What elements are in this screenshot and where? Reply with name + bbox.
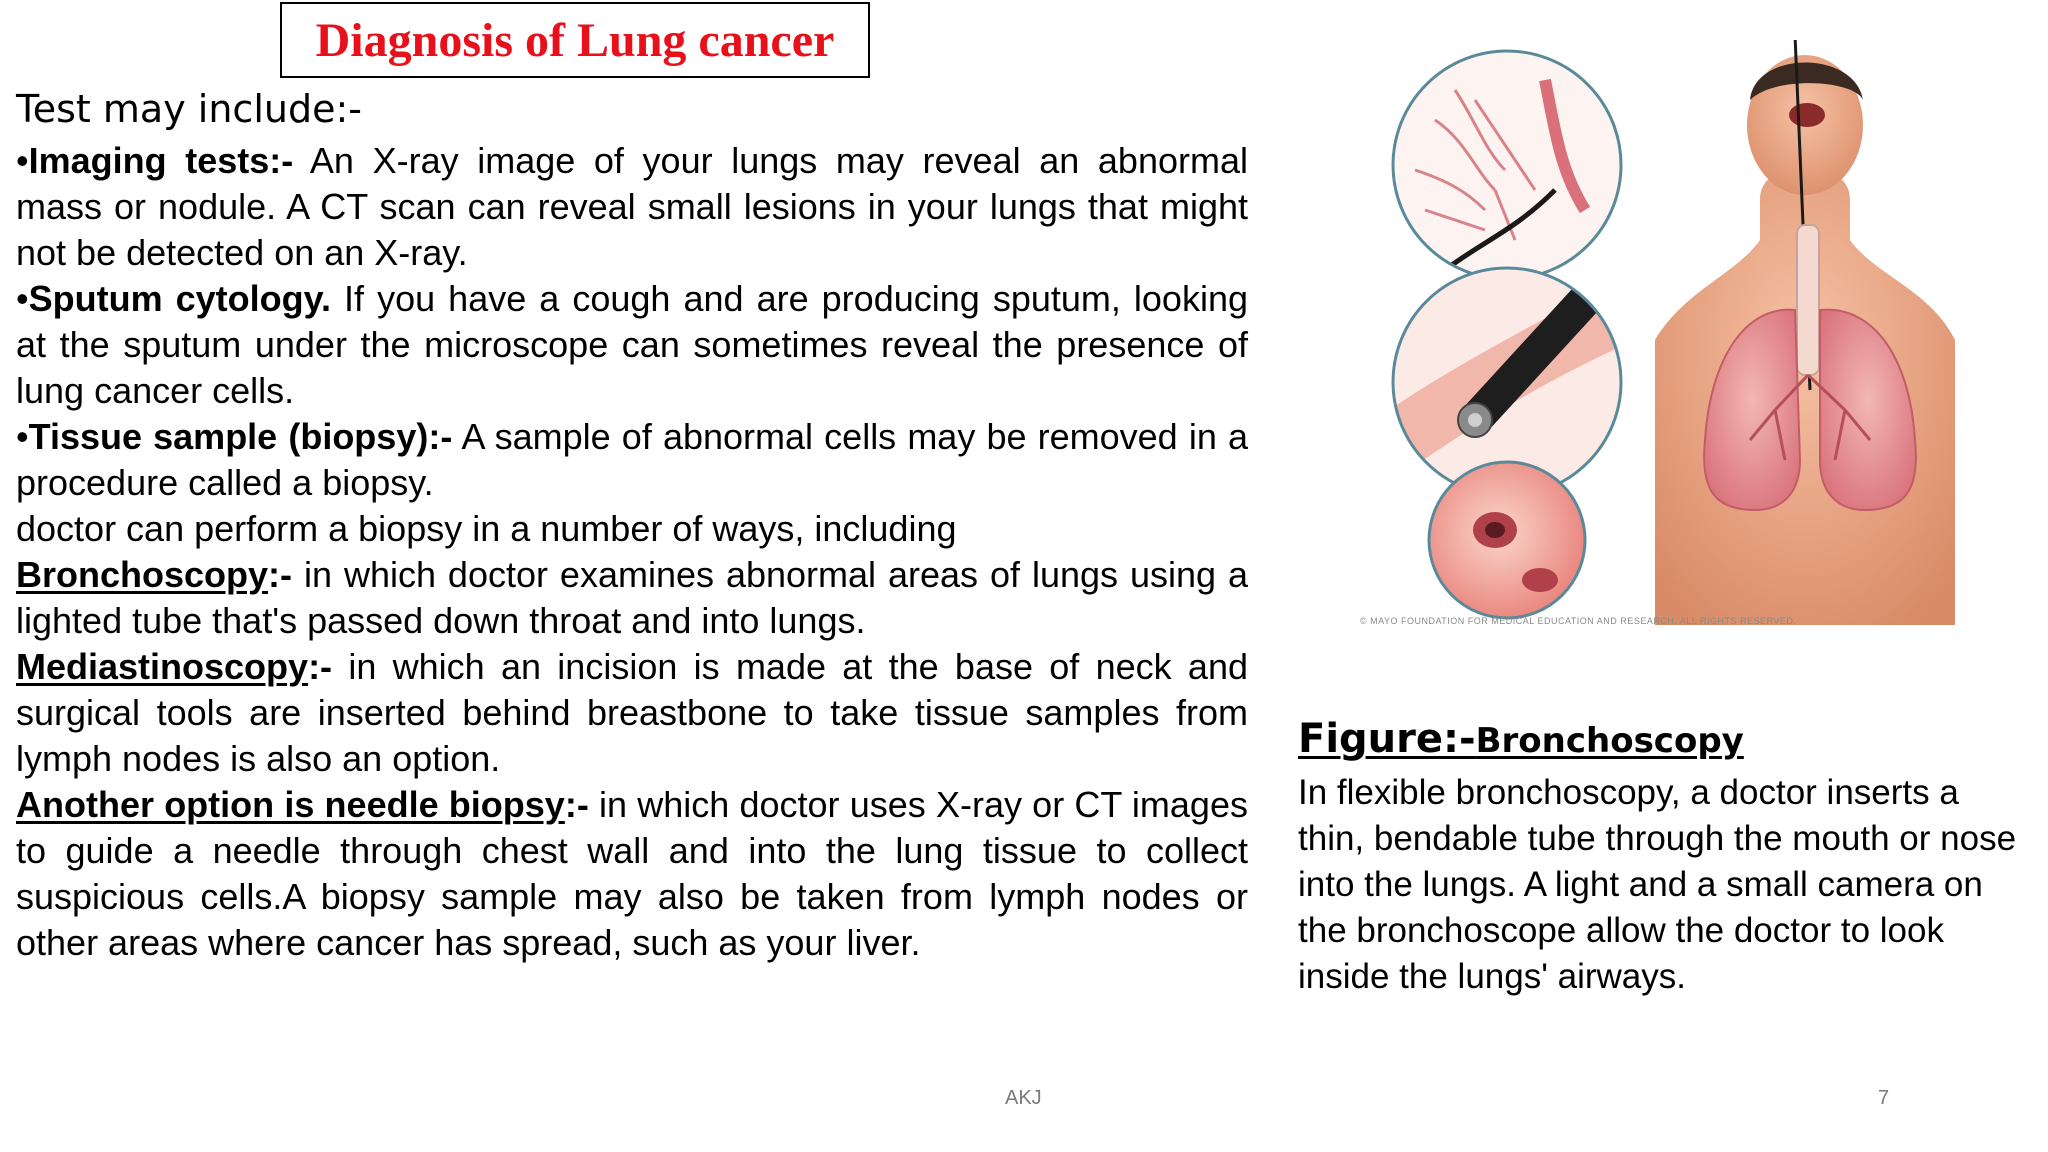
item-term: Mediastinoscopy [16, 646, 309, 687]
item-text: in which an incision is made at the base of neck and surgical tools are inserted behind breastbone to take tissue samples from lymph nodes is also an option. [16, 646, 1248, 779]
item-text: in which doctor examines abnormal areas of lungs using a lighted tube that's passed down throat and into lungs. [16, 554, 1248, 641]
bullet: • [16, 416, 29, 457]
list-item-needle-biopsy [16, 782, 1248, 966]
bronchoscopy-illustration [1355, 40, 1965, 625]
item-text: A sample of abnormal cells may be removed in a procedure called a biopsy. [16, 416, 1249, 503]
item-suffix: :- [268, 554, 293, 595]
footer-author: AKJ [1005, 1087, 1042, 1109]
figure-description: In flexible bronchoscopy, a doctor inserts a thin, bendable tube through the mouth or nose into the lungs. A light and a small camera on the bronchoscope allow the doctor to look inside the lungs' airways. [1298, 773, 2017, 996]
page-title: Diagnosis of Lung cancer [315, 13, 835, 67]
item-term: Another option is needle biopsy [16, 784, 565, 825]
title-box [280, 2, 870, 78]
bronchoscopy-illustration-svg [1355, 40, 1965, 625]
figure-caption [1298, 716, 1744, 762]
list-item-bronchoscopy [16, 552, 1248, 644]
slide-number: 7 [1878, 1087, 1890, 1109]
test-list [16, 138, 1248, 966]
item-term: Bronchoscopy [16, 554, 269, 595]
item-heading: Tissue sample (biopsy):- [28, 416, 453, 457]
bullet: • [16, 140, 29, 181]
biopsy-ways-line: doctor can perform a biopsy in a number of ways, including [16, 508, 957, 549]
trachea-shape [1797, 225, 1819, 375]
list-item-mediastinoscopy [16, 644, 1248, 782]
item-heading: Imaging tests:- [28, 140, 294, 181]
figure-caption-name: Bronchoscopy [1475, 721, 1744, 761]
list-item-sputum [16, 276, 1248, 414]
item-text: An X-ray image of your lungs may reveal an abnormal mass or nodule. A CT scan can reveal small lesions in your lungs that might not be detected on an X-ray. [16, 140, 1248, 273]
item-suffix: :- [564, 784, 589, 825]
item-heading: Sputum cytology. [28, 278, 331, 319]
intro-text: Test may include:- [16, 87, 362, 131]
bullet: • [16, 278, 29, 319]
list-item-imaging [16, 138, 1248, 276]
item-suffix: :- [308, 646, 333, 687]
figure-credit: © MAYO FOUNDATION FOR MEDICAL EDUCATION AND RESEARCH. ALL RIGHTS RESERVED. [1360, 616, 1797, 626]
item-text: in which doctor uses X-ray or CT images to guide a needle through chest wall and into the lung tissue to collect suspicious cells.A biopsy sample may also be taken from lymph nodes or other areas where cancer has spread, such as your liver. [16, 784, 1248, 963]
figure-caption-prefix: Figure:- [1298, 716, 1476, 762]
list-item-tissue [16, 414, 1248, 506]
mouth-shape [1789, 103, 1825, 127]
item-text: If you have a cough and are producing sputum, looking at the sputum under the microscope can sometimes reveal the presence of lung cancer cells. [16, 278, 1248, 411]
